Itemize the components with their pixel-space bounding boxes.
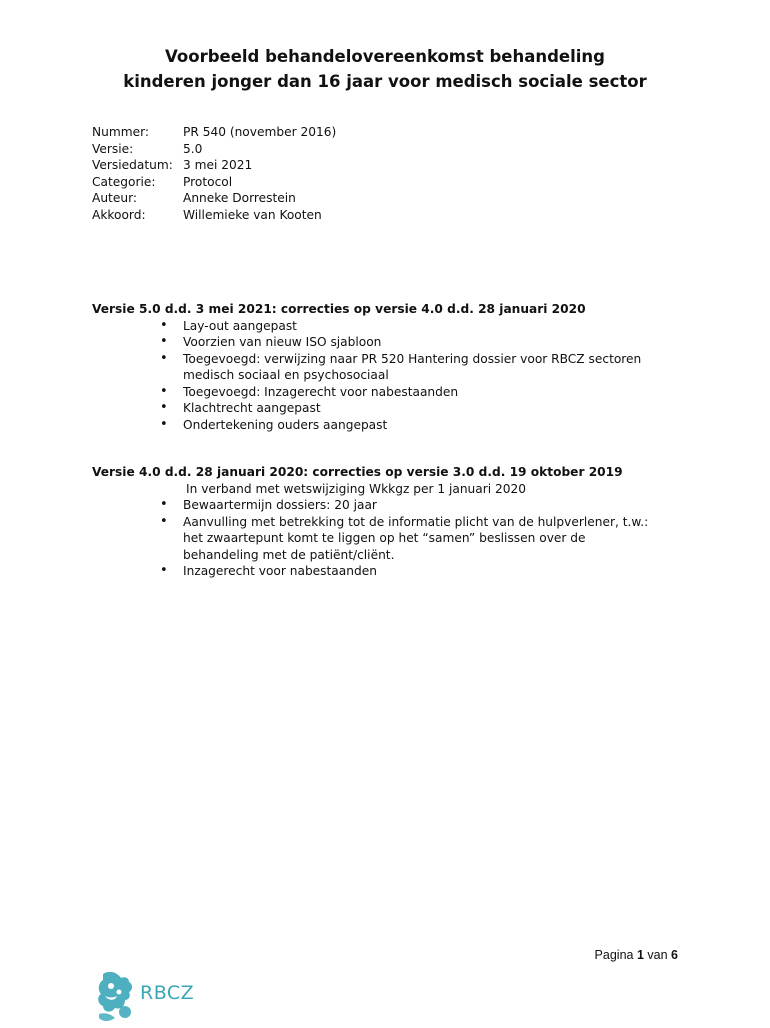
meta-key: Versiedatum: (92, 158, 173, 172)
meta-value: Protocol (183, 174, 233, 189)
meta-value: Anneke Dorrestein (183, 191, 296, 205)
meta-key: Versie: (92, 141, 134, 156)
logo-figure-icon (95, 968, 143, 1024)
list-item: • Voorzien van nieuw ISO sjabloon (92, 334, 663, 351)
meta-key: Akkoord: (92, 207, 146, 222)
meta-value: Willemieke van Kooten (183, 207, 322, 222)
title-line-1: Voorbeeld behandelovereenkomst behandeling (165, 47, 605, 66)
change-list (92, 318, 663, 434)
van-label: van (647, 948, 668, 962)
meta-row-versie (92, 141, 336, 158)
meta-key: Categorie: (92, 174, 156, 189)
meta-key: Auteur: (92, 191, 137, 205)
version-5-section (92, 301, 663, 433)
list-item: • Lay-out aangepast (92, 318, 663, 335)
page-number (595, 948, 678, 962)
meta-key: Nummer: (92, 125, 149, 139)
total-pages: 6 (671, 948, 678, 962)
section-heading: Versie 5.0 d.d. 3 mei 2021: correcties op versie 4.0 d.d. 28 januari 2020 (92, 302, 586, 316)
section-heading: Versie 4.0 d.d. 28 januari 2020: correcties op versie 3.0 d.d. 19 oktober 2019 (92, 465, 623, 479)
meta-value: PR 540 (november 2016) (183, 125, 337, 139)
meta-row-nummer (92, 124, 336, 141)
meta-value: 3 mei 2021 (183, 158, 253, 172)
list-item: • Toegevoegd: verwijzing naar PR 520 Hantering dossier voor RBCZ sectoren medisch sociaal en psychosociaal (92, 351, 663, 384)
list-item: • Inzagerecht voor nabestaanden (92, 563, 663, 580)
document-title (0, 44, 770, 94)
title-line-2: kinderen jonger dan 16 jaar voor medisch sociale sector (123, 72, 647, 91)
current-page: 1 (636, 948, 644, 962)
meta-value: 5.0 (183, 141, 203, 156)
metadata-table (92, 124, 336, 223)
rbcz-logo (95, 968, 195, 1024)
list-item: • Ondertekening ouders aangepast (92, 417, 663, 434)
version-4-section (92, 464, 663, 580)
meta-row-auteur (92, 190, 336, 207)
change-list (92, 497, 663, 580)
list-item: • Bewaartermijn dossiers: 20 jaar (92, 497, 663, 514)
meta-row-akkoord (92, 207, 336, 224)
list-item: • Toegevoegd: Inzagerecht voor nabestaanden (92, 384, 663, 401)
meta-row-categorie (92, 174, 336, 191)
logo-text: RBCZ (140, 982, 195, 1004)
meta-row-versiedatum (92, 157, 336, 174)
list-item: • Aanvulling met betrekking tot de informatie plicht van de hulpverlener, t.w.: het zwaartepunt komt te liggen op het “samen” beslissen over de behandeling met de patiënt/cliënt. (92, 514, 663, 564)
pagina-label: Pagina (594, 948, 634, 962)
section-intro: In verband met wetswijziging Wkkgz per 1 januari 2020 (186, 481, 527, 496)
list-item: • Klachtrecht aangepast (92, 400, 663, 417)
